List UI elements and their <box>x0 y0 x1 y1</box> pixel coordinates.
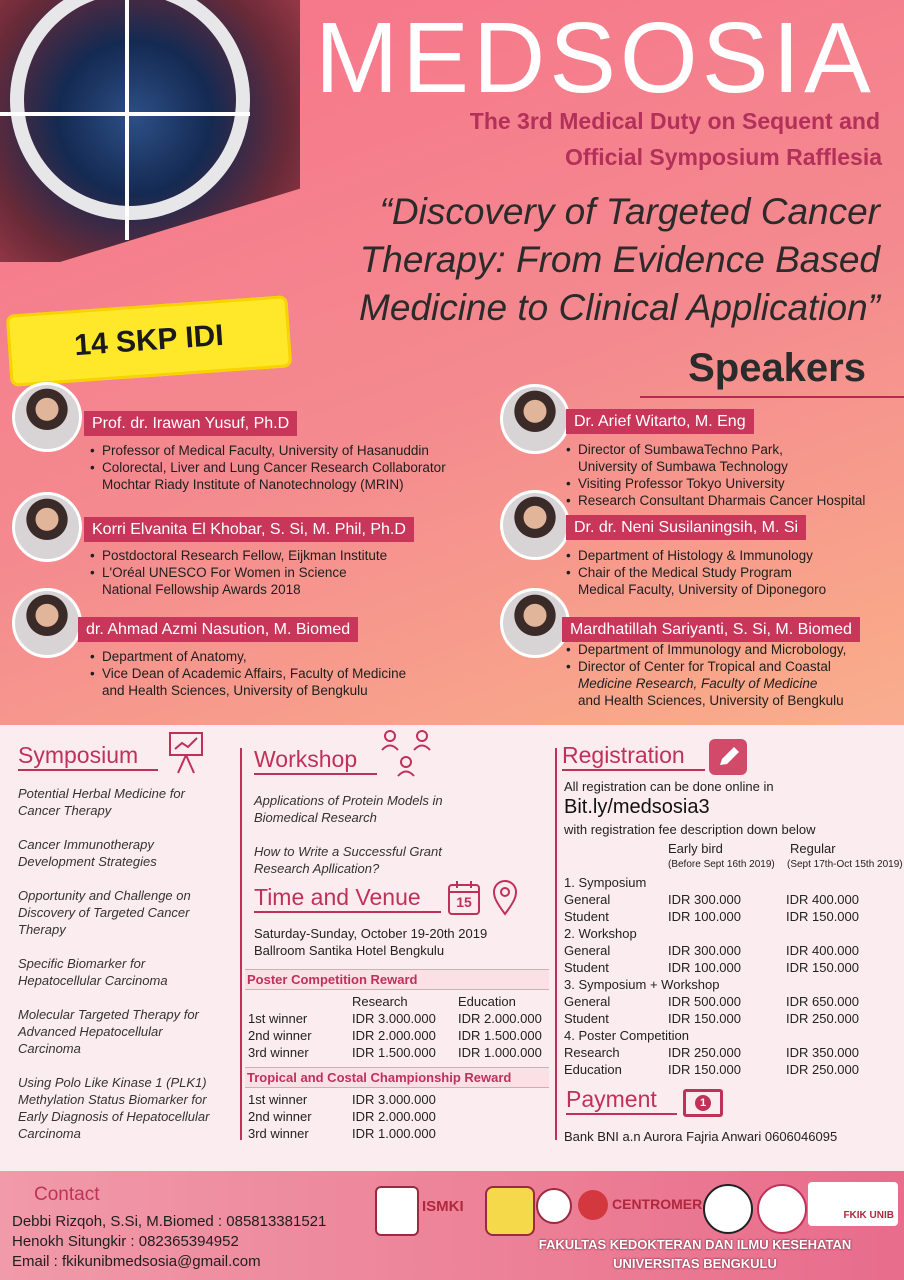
presentation-icon <box>168 731 204 775</box>
table-cell: Student <box>564 1011 609 1026</box>
ismki-label: ISMKI <box>422 1198 464 1215</box>
list-item: Using Polo Like Kinase 1 (PLK1) Methylation Status Biomarker for Early Diagnosis of Hepatocellular Carcinoma <box>18 1075 210 1141</box>
symposium-heading: Symposium <box>18 742 158 771</box>
table-cell: 2nd winner <box>248 1109 312 1124</box>
bio-line: • Department of Anatomy, <box>90 648 490 665</box>
list-item: Applications of Protein Models in Biomedical Research <box>254 793 443 825</box>
table-cell: IDR 2.000.000 <box>352 1028 436 1043</box>
bio-line: • Vice Dean of Academic Affairs, Faculty of Medicine <box>90 665 490 682</box>
table-cell: IDR 300.000 <box>668 892 741 907</box>
time-venue-section <box>254 884 441 913</box>
col-regular-sub: (Sept 17th-Oct 15th 2019) <box>787 859 903 870</box>
bio-line: • Professor of Medical Faculty, University of Hasanuddin <box>90 442 490 459</box>
avatar <box>12 382 82 452</box>
table-cell: 1st winner <box>248 1092 308 1107</box>
table-cell: IDR 250.000 <box>786 1062 859 1077</box>
bio-line: University of Sumbawa Technology <box>578 459 788 474</box>
speakers-heading: Speakers <box>688 346 866 390</box>
avatar <box>12 588 82 658</box>
championship-reward-table <box>248 1091 548 1142</box>
bio-line: Mochtar Riady Institute of Nanotechnology (MRIN) <box>102 477 404 492</box>
fee-table <box>564 874 894 1078</box>
workshop-heading: Workshop <box>254 746 377 775</box>
fee-group: 1. Symposium <box>564 875 647 890</box>
contact-email[interactable]: Email : fkikunibmedsosia@gmail.com <box>12 1253 261 1270</box>
table-cell: IDR 400.000 <box>786 892 859 907</box>
people-icon <box>380 728 432 778</box>
avatar <box>12 492 82 562</box>
col-regular: Regular <box>790 841 836 856</box>
table-row <box>564 908 894 925</box>
payment-heading: Payment <box>566 1086 677 1115</box>
university-name: UNIVERSITAS BENGKULU <box>613 1256 777 1271</box>
date-text: Saturday-Sunday, October 19-20th 2019 <box>254 926 488 941</box>
table-cell: Research <box>564 1045 620 1060</box>
table-cell: IDR 1.500.000 <box>458 1028 542 1043</box>
table-row <box>564 993 894 1010</box>
table-cell: IDR 150.000 <box>786 909 859 924</box>
table-cell: IDR 500.000 <box>668 994 741 1009</box>
registration-link[interactable]: Bit.ly/medsosia3 <box>564 796 710 818</box>
speaker-bio <box>566 547 900 598</box>
symposium-list <box>18 785 228 1142</box>
table-cell: General <box>564 994 611 1009</box>
speaker-name: Prof. dr. Irawan Yusuf, Ph.D <box>84 411 297 436</box>
bio-line: • Department of Histology & Immunology <box>566 547 900 564</box>
crosshair-line <box>125 0 129 240</box>
table-cell: IDR 150.000 <box>668 1062 741 1077</box>
table-cell: IDR 1.000.000 <box>458 1045 542 1060</box>
table-cell: IDR 3.000.000 <box>352 1011 436 1026</box>
speaker-bio <box>90 547 490 598</box>
payment-section <box>566 1086 677 1115</box>
contact-heading: Contact <box>34 1184 100 1205</box>
bio-line: • Visiting Professor Tokyo University <box>566 475 900 492</box>
table-row <box>248 1027 548 1044</box>
edit-pencil-icon <box>709 739 747 775</box>
table-cell: Education <box>564 1062 622 1077</box>
table-cell: IDR 250.000 <box>786 1011 859 1026</box>
centromer-label: CENTROMER <box>612 1196 703 1212</box>
bio-line: • Colorectal, Liver and Lung Cancer Research Collaborator <box>90 459 490 476</box>
table-row <box>564 1010 894 1027</box>
fee-group: 3. Symposium + Workshop <box>564 977 720 992</box>
bio-line: • Director of SumbawaTechno Park, <box>566 441 900 458</box>
avatar <box>500 384 570 454</box>
table-cell: IDR 1.000.000 <box>352 1126 436 1141</box>
table-cell: 1st winner <box>248 1011 308 1026</box>
payment-detail: Bank BNI a.n Aurora Fajria Anwari 0606046095 <box>564 1129 838 1144</box>
table-row <box>248 1108 548 1125</box>
calendar-icon <box>447 880 481 916</box>
theme-line: Therapy: From Evidence Based <box>359 239 880 280</box>
table-row <box>248 1125 548 1142</box>
list-item: Potential Herbal Medicine for Cancer Therapy <box>18 786 185 818</box>
table-row <box>248 1010 548 1027</box>
avatar <box>500 588 570 658</box>
table-cell: IDR 300.000 <box>668 943 741 958</box>
table-row <box>564 1061 894 1078</box>
theme-line: Medicine to Clinical Application” <box>359 287 880 328</box>
calendar-day: 15 <box>456 894 472 910</box>
table-cell: 3rd winner <box>248 1126 309 1141</box>
bio-line: National Fellowship Awards 2018 <box>102 582 301 597</box>
workshop-section <box>254 746 377 775</box>
university-logo <box>485 1186 535 1236</box>
subtitle-line-2: Official Symposium Rafflesia <box>565 144 882 170</box>
table-cell: Student <box>564 909 609 924</box>
table-cell: IDR 100.000 <box>668 909 741 924</box>
time-venue-heading: Time and Venue <box>254 884 441 913</box>
association-logo <box>703 1184 753 1234</box>
table-cell: IDR 3.000.000 <box>352 1092 436 1107</box>
table-row <box>564 942 894 959</box>
table-row <box>248 1091 548 1108</box>
bio-line: • Chair of the Medical Study Program <box>566 564 900 581</box>
bio-line: Medicine Research, Faculty of Medicine <box>578 676 818 691</box>
table-cell: IDR 2.000.000 <box>458 1011 542 1026</box>
registration-note: with registration fee description down below <box>564 822 816 837</box>
bio-line: • Research Consultant Dharmais Cancer Hospital <box>566 492 900 509</box>
bio-line: • Director of Center for Tropical and Coastal <box>566 658 900 675</box>
bio-line: and Health Sciences, University of Bengkulu <box>102 683 368 698</box>
poster-reward-heading: Poster Competition Reward <box>245 969 549 990</box>
workshop-list <box>254 792 484 877</box>
divider <box>640 396 904 398</box>
symposium-section <box>18 742 158 771</box>
speaker-name: Dr. Arief Witarto, M. Eng <box>566 409 754 434</box>
registration-intro: All registration can be done online in <box>564 779 774 794</box>
table-cell: IDR 650.000 <box>786 994 859 1009</box>
hero-image <box>0 0 300 262</box>
speaker-bio <box>90 442 490 493</box>
table-row <box>248 1044 548 1061</box>
bio-line: • Postdoctoral Research Fellow, Eijkman Institute <box>90 547 490 564</box>
contact-line: Debbi Rizqoh, S.Si, M.Biomed : 085813381521 <box>12 1213 327 1230</box>
registration-section <box>562 742 705 771</box>
poster-reward-table <box>248 993 548 1061</box>
crosshair-icon <box>10 0 250 220</box>
speaker-name: Dr. dr. Neni Susilaningsih, M. Si <box>566 515 806 540</box>
table-header: Research <box>352 994 408 1009</box>
registration-heading: Registration <box>562 742 705 771</box>
list-item: Cancer Immunotherapy Development Strategies <box>18 837 157 869</box>
speaker-bio <box>566 441 900 509</box>
table-cell: IDR 350.000 <box>786 1045 859 1060</box>
money-icon <box>683 1089 723 1117</box>
table-cell: IDR 150.000 <box>668 1011 741 1026</box>
divider <box>240 748 242 1140</box>
list-item: Molecular Targeted Therapy for Advanced Hepatocellular Carcinoma <box>18 1007 199 1056</box>
speaker-name: Mardhatillah Sariyanti, S. Si, M. Biomed <box>562 617 860 642</box>
col-early-bird: Early bird <box>668 841 723 856</box>
skp-badge: 14 SKP IDI <box>6 295 292 386</box>
avatar <box>500 490 570 560</box>
subtitle-line-1: The 3rd Medical Duty on Sequent and <box>469 108 880 134</box>
money-icon-label: 1 <box>695 1095 711 1111</box>
championship-reward-heading: Tropical and Costal Championship Reward <box>245 1067 549 1088</box>
table-header <box>248 993 352 1010</box>
col-early-sub: (Before Sept 16th 2019) <box>668 859 775 870</box>
table-cell: General <box>564 943 611 958</box>
table-cell: IDR 100.000 <box>668 960 741 975</box>
bio-line: and Health Sciences, University of Bengkulu <box>578 693 844 708</box>
theme-line: “Discovery of Targeted Cancer <box>379 191 880 232</box>
event-logo: MEDSOSIA <box>315 2 875 114</box>
divider <box>555 748 557 1140</box>
table-cell: IDR 1.500.000 <box>352 1045 436 1060</box>
table-cell: IDR 400.000 <box>786 943 859 958</box>
theme-title <box>292 188 880 332</box>
speaker-bio <box>90 648 490 699</box>
faculty-name: FAKULTAS KEDOKTERAN DAN ILMU KESEHATAN <box>538 1237 852 1252</box>
table-cell: 2nd winner <box>248 1028 312 1043</box>
fkik-unib-logo: FKIK UNIB <box>808 1182 898 1226</box>
list-item: Specific Biomarker for Hepatocellular Carcinoma <box>18 956 168 988</box>
list-item: How to Write a Successful Grant Research Apllication? <box>254 844 442 876</box>
venue-text: Ballroom Santika Hotel Bengkulu <box>254 943 445 958</box>
fee-group: 2. Workshop <box>564 926 637 941</box>
table-cell: Student <box>564 960 609 975</box>
table-cell: IDR 150.000 <box>786 960 859 975</box>
table-cell: General <box>564 892 611 907</box>
fee-group: 4. Poster Competition <box>564 1028 690 1043</box>
crescent-logo <box>757 1184 807 1234</box>
table-cell: IDR 250.000 <box>668 1045 741 1060</box>
table-cell: IDR 2.000.000 <box>352 1109 436 1124</box>
bem-logo <box>536 1188 572 1224</box>
list-item: Opportunity and Challenge on Discovery of Targeted Cancer Therapy <box>18 888 191 937</box>
bio-line: • Department of Immunology and Microbology, <box>566 641 900 658</box>
contact-list <box>12 1212 382 1272</box>
location-pin-icon <box>492 880 518 916</box>
table-header: Education <box>458 994 516 1009</box>
table-cell: 3rd winner <box>248 1045 309 1060</box>
speaker-name: dr. Ahmad Azmi Nasution, M. Biomed <box>78 617 358 642</box>
bio-line: Medical Faculty, University of Diponegoro <box>578 582 827 597</box>
speaker-bio <box>566 641 900 709</box>
table-row <box>564 891 894 908</box>
table-row <box>564 1044 894 1061</box>
speaker-name: Korri Elvanita El Khobar, S. Si, M. Phil, Ph.D <box>84 517 414 542</box>
table-row <box>564 959 894 976</box>
bio-line: • L'Oréal UNESCO For Women in Science <box>90 564 490 581</box>
contact-line: Henokh Situngkir : 082365394952 <box>12 1233 239 1250</box>
rafflesia-flower-icon <box>578 1190 608 1220</box>
ismki-logo <box>375 1186 419 1236</box>
